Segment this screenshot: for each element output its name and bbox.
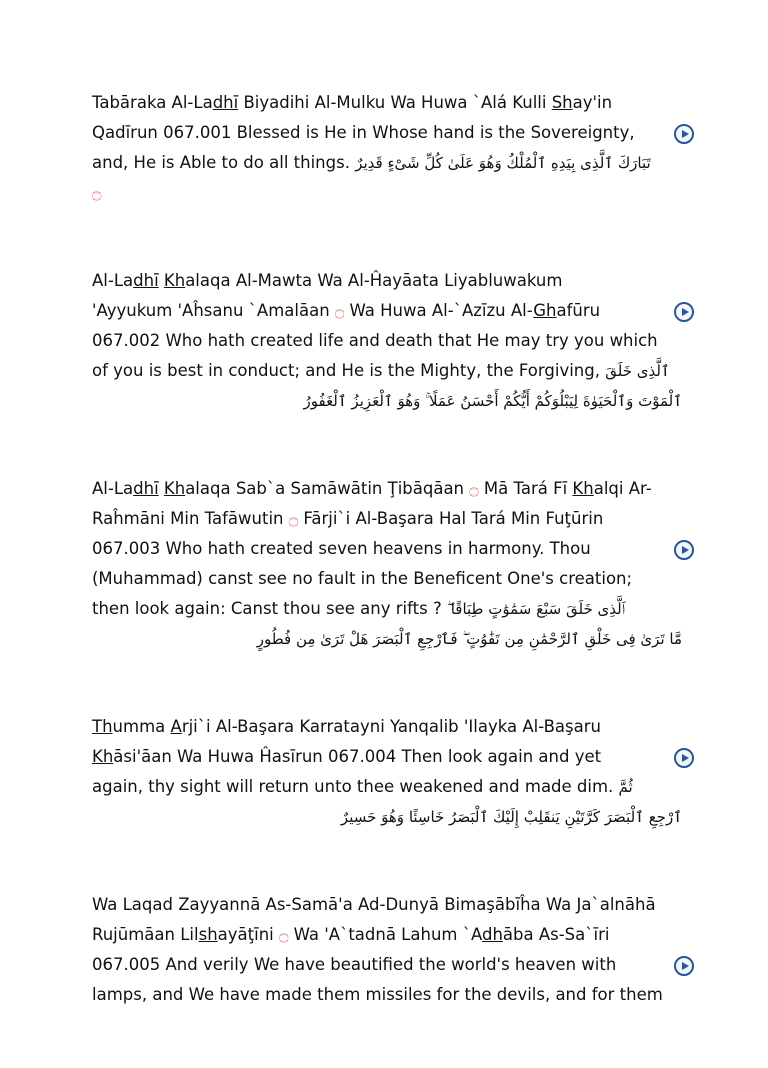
arabic-text: ٱلَّذِى خَلَقَ: [605, 362, 670, 380]
verse-line: (Muhammad) canst see no fault in the Beneficent One's creation;: [92, 569, 633, 588]
verse-line: then look again: Canst thou see any rifts ? ٱلَّذِى خَلَقَ سَبْعَ سَمَٰوَٰتٍ طِبَاقًا ۖ: [92, 599, 626, 618]
verse-067-001: [92, 88, 682, 208]
verse-line: lamps, and We have made them missiles for the devils, and for them: [92, 985, 663, 1004]
verse-line: 067.002 Who hath created life and death that He may try you which: [92, 331, 658, 350]
verse-line: Al-Ladhī Khalaqa Al-Mawta Wa Al-Ĥayāata Liyabluwakum: [92, 271, 563, 290]
verse-line: Raĥmāni Min Tafāwutin ۝ Fārji`i Al-Başara Hal Tará Min Fuţūrin: [92, 509, 604, 528]
verse-067-003: [92, 474, 682, 654]
verse-line: 067.003 Who hath created seven heavens in harmony. Thou: [92, 539, 591, 558]
play-audio-button[interactable]: [674, 540, 694, 560]
arabic-text: ٱلَّذِى خَلَقَ سَبْعَ سَمَٰوَٰتٍ طِبَاقًا ۖ: [446, 600, 626, 618]
verse-end-mark: ۝: [92, 183, 102, 202]
verse-end-mark: ۝: [469, 479, 479, 498]
verse-line: Thumma Arji`i Al-Başara Karratayni Yanqalib 'Ilayka Al-Başaru: [92, 717, 601, 736]
verse-line: Al-Ladhī Khalaqa Sab`a Samāwātin Ţibāqāan ۝ Mā Tará Fī Khalqi Ar-: [92, 479, 652, 498]
play-audio-button[interactable]: [674, 748, 694, 768]
verse-line: Wa Laqad Zayyannā As-Samā'a Ad-Dunyā Bimaşābīĥa Wa Ja`alnāhā: [92, 895, 656, 914]
document-page: [92, 88, 682, 1068]
verse-067-004: [92, 712, 682, 832]
arabic-text: تَبَارَكَ ٱلَّذِى بِيَدِهِ ٱلْمُلْكُ وَهُوَ عَلَىٰ كُلِّ شَىْءٍ قَدِيرٌ: [355, 154, 651, 172]
arabic-text: مَّا تَرَىٰ فِى خَلْقِ ٱلرَّحْمَٰنِ مِن تَفَٰوُتٍ ۖ فَٱرْجِعِ ٱلْبَصَرَ هَلْ تَرَىٰ مِن فُطُورٍ: [256, 630, 682, 648]
arabic-text: ٱرْجِعِ ٱلْبَصَرَ كَرَّتَيْنِ يَنقَلِبْ إِلَيْكَ ٱلْبَصَرُ خَاسِئًا وَهُوَ حَسِيرٌ: [340, 808, 682, 826]
verse-end-mark: ۝: [279, 925, 289, 944]
verse-line: again, thy sight will return unto thee weakened and made dim. ثُمَّ: [92, 777, 633, 796]
verse-line: Qadīrun 067.001 Blessed is He in Whose hand is the Sovereignty,: [92, 123, 635, 142]
verse-line: Khāsi'āan Wa Huwa Ĥasīrun 067.004 Then look again and yet: [92, 747, 602, 766]
verse-line: [92, 178, 682, 208]
verse-line: Tabāraka Al-Ladhī Biyadihi Al-Mulku Wa Huwa `Alá Kulli Shay'in: [92, 93, 613, 112]
verse-067-005: [92, 890, 682, 1010]
verse-line: and, He is Able to do all things. تَبَارَكَ ٱلَّذِى بِيَدِهِ ٱلْمُلْكُ وَهُوَ عَلَىٰ كُلِّ شَىْءٍ قَدِيرٌ: [92, 153, 651, 172]
arabic-text: ثُمَّ: [618, 778, 633, 796]
verse-line: of you is best in conduct; and He is the Mighty, the Forgiving, ٱلَّذِى خَلَقَ: [92, 361, 670, 380]
verse-end-mark: ۝: [288, 509, 299, 528]
arabic-text: ٱلْمَوْتَ وَٱلْحَيَوٰةَ لِيَبْلُوَكُمْ أَيُّكُمْ أَحْسَنُ عَمَلًا ۚ وَهُوَ ٱلْعَزِيزُ ٱلْغَفُورُ: [303, 392, 682, 410]
verse-end-mark: ۝: [334, 301, 345, 320]
verse-line: 067.005 And verily We have beautified the world's heaven with: [92, 955, 617, 974]
play-audio-button[interactable]: [674, 956, 694, 976]
play-audio-button[interactable]: [674, 302, 694, 322]
verse-line: Rujūmāan Lilshayāţīni ۝ Wa 'A`tadnā Lahum `Adhāba As-Sa`īri: [92, 925, 610, 944]
verse-067-002: [92, 266, 682, 416]
play-audio-button[interactable]: [674, 124, 694, 144]
verse-line: 'Ayyukum 'Aĥsanu `Amalāan ۝ Wa Huwa Al-`Azīzu Al-Ghafūru: [92, 301, 601, 320]
